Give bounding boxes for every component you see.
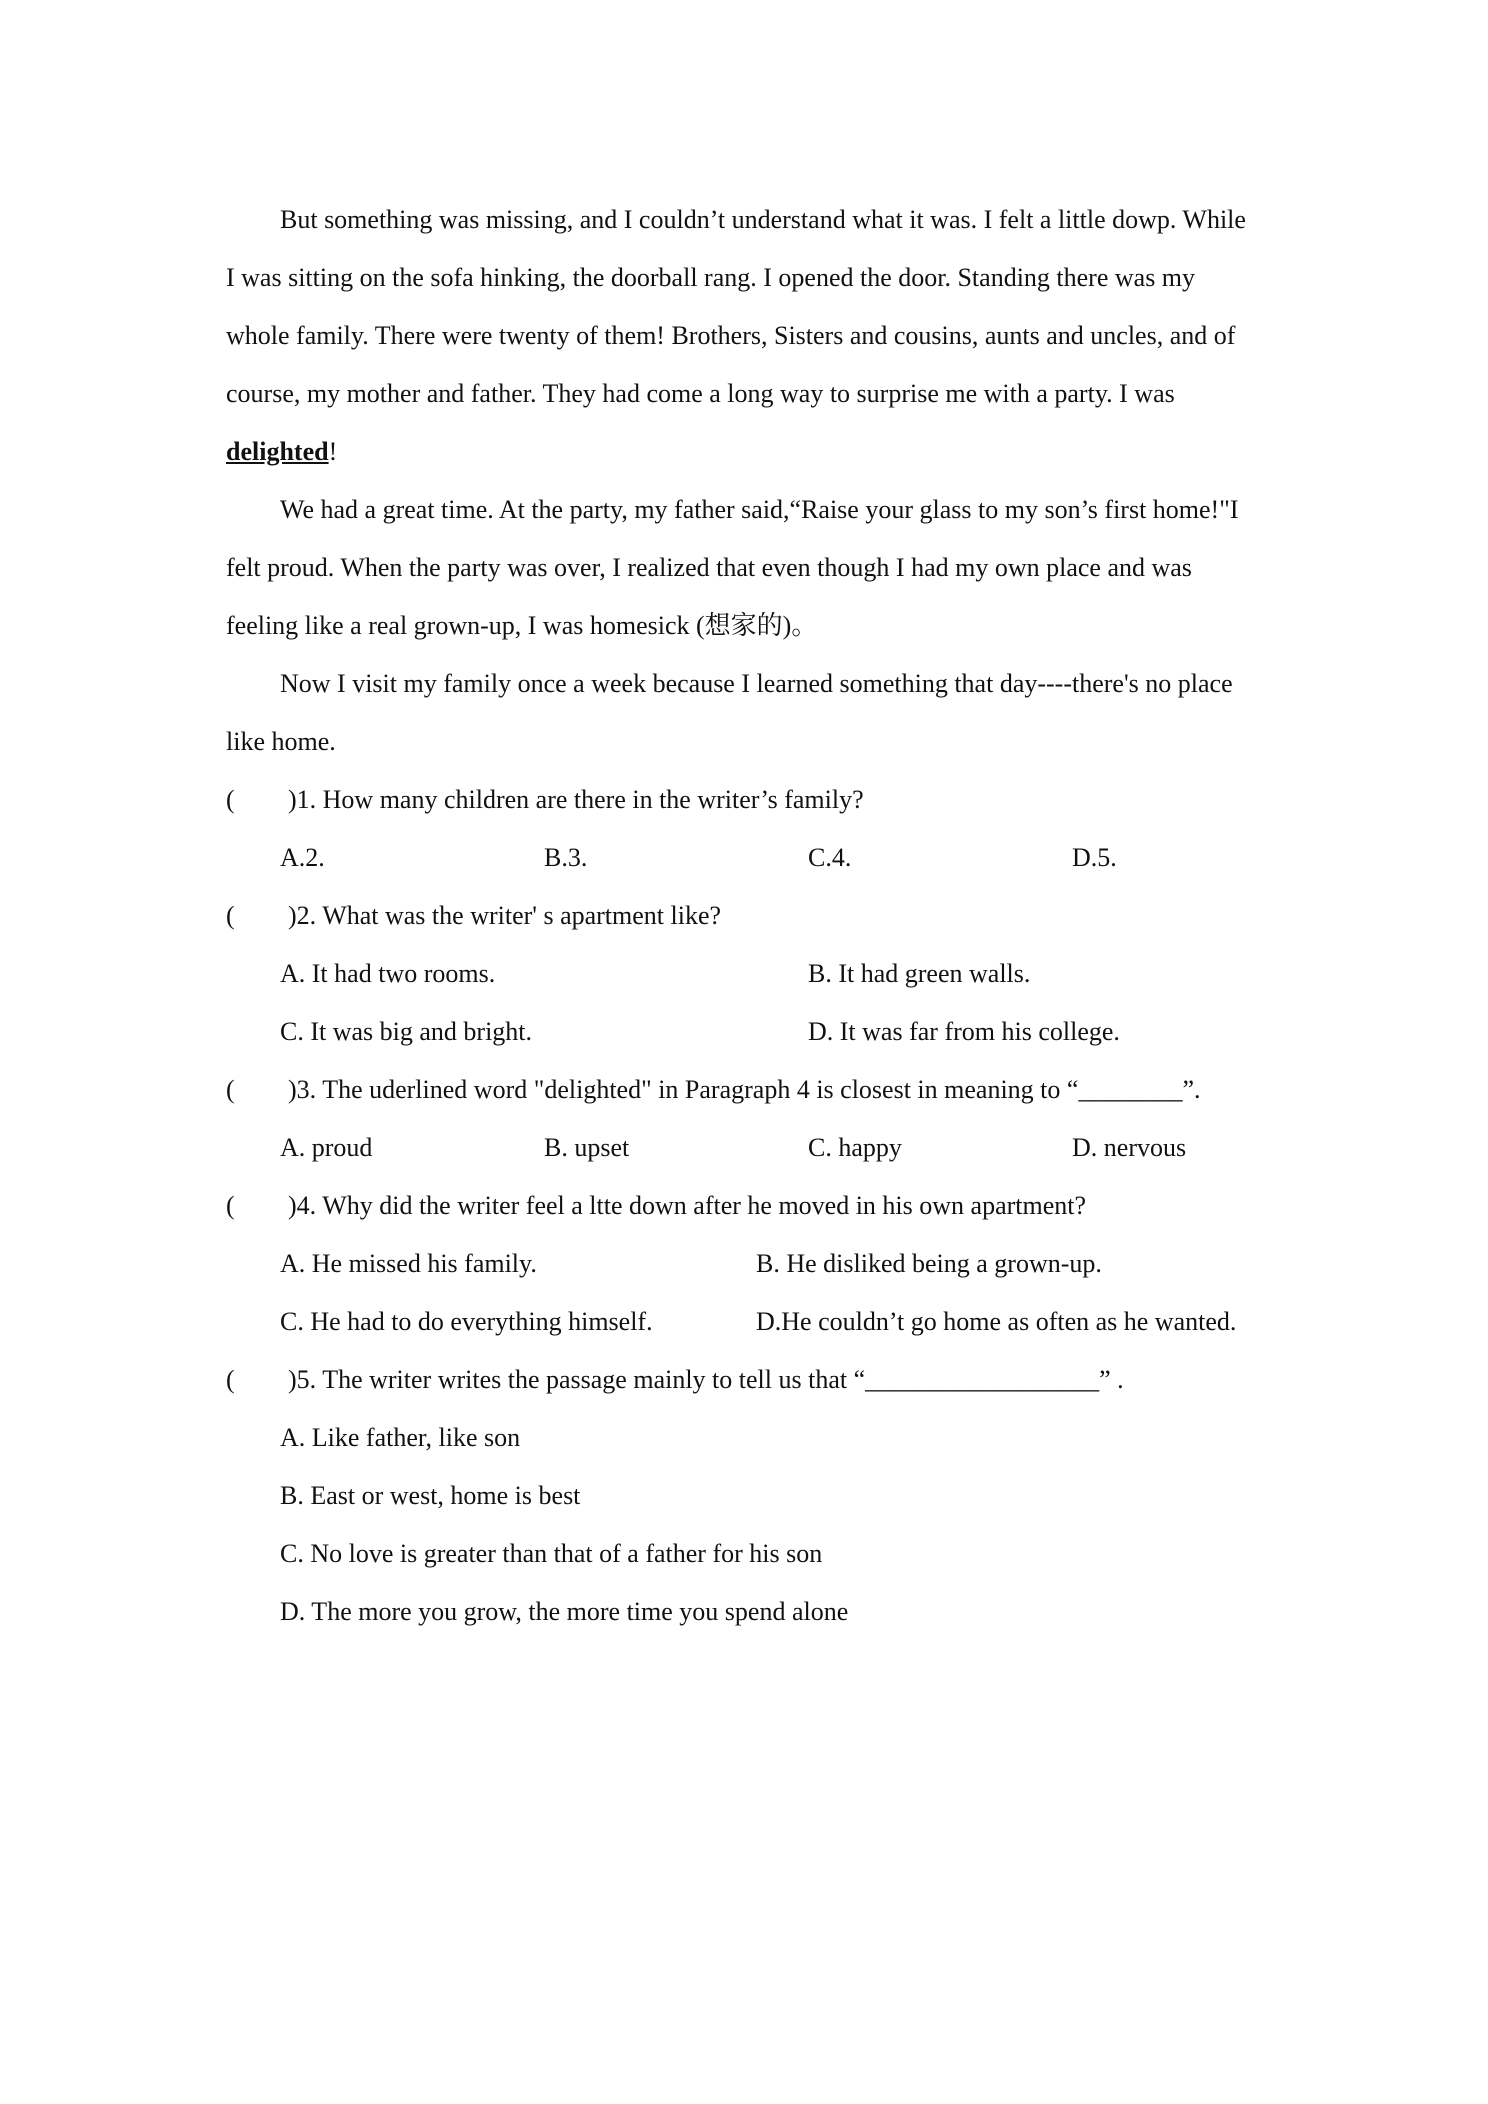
option-a: A. proud	[280, 1133, 373, 1162]
option-c: C.4.	[808, 843, 852, 872]
paragraph-line: feeling like a real grown-up, I was homesick (想家的)。	[226, 611, 818, 640]
option-a: A. It had two rooms.	[280, 959, 496, 988]
paragraph-line: I was sitting on the sofa hinking, the doorball rang. I opened the door. Standing there was my	[226, 263, 1196, 292]
option-a: A. He missed his family.	[280, 1249, 537, 1278]
question-text: )1. How many children are there in the writer’s family?	[288, 785, 864, 814]
question-3-options	[226, 1124, 1266, 1182]
question-3	[226, 1066, 1266, 1124]
paragraph-line: whole family. There were twenty of them! Brothers, Sisters and cousins, aunts and uncles, and of	[226, 321, 1236, 350]
paragraph-line: But something was missing, and I couldn’t understand what it was. I felt a little dowp. While	[280, 205, 1246, 234]
paragraph-text: !	[328, 437, 338, 466]
question-4	[226, 1182, 1266, 1240]
option-b: B.3.	[544, 843, 588, 872]
answer-blank: (	[226, 1075, 235, 1104]
question-5	[226, 1356, 1266, 1414]
question-text: )2. What was the writer' s apartment like?	[288, 901, 722, 930]
paragraph-line: We had a great time. At the party, my father said,“Raise your glass to my son’s first home!"I	[280, 495, 1239, 524]
question-1	[226, 776, 1266, 834]
option-d: D.He couldn’t go home as often as he wanted.	[756, 1307, 1237, 1336]
option-c: C. It was big and bright.	[280, 1017, 533, 1046]
option-d: D.5.	[1072, 843, 1117, 872]
underlined-word: delighted	[226, 437, 329, 466]
option-a: A.2.	[280, 843, 325, 872]
option-d: D. nervous	[1072, 1133, 1187, 1162]
option-b: B. upset	[544, 1133, 630, 1162]
paragraph-line: felt proud. When the party was over, I realized that even though I had my own place and was	[226, 553, 1192, 582]
question-4-options-row1	[226, 1240, 1266, 1298]
option-a: A. Like father, like son	[280, 1423, 521, 1452]
question-2	[226, 892, 1266, 950]
option-b: B. He disliked being a grown-up.	[756, 1249, 1102, 1278]
option-d: D. The more you grow, the more time you spend alone	[280, 1597, 849, 1626]
question-text: )3. The uderlined word "delighted" in Paragraph 4 is closest in meaning to “________”.	[288, 1075, 1201, 1104]
option-c: C. He had to do everything himself.	[280, 1307, 653, 1336]
option-d: D. It was far from his college.	[808, 1017, 1120, 1046]
question-1-options	[226, 834, 1266, 892]
answer-blank: (	[226, 901, 235, 930]
paragraph-line	[226, 428, 1266, 486]
answer-blank: (	[226, 1191, 235, 1220]
option-c: C. No love is greater than that of a father for his son	[280, 1539, 823, 1568]
paragraph-line: course, my mother and father. They had come a long way to surprise me with a party. I was	[226, 379, 1175, 408]
paragraph-line: Now I visit my family once a week because I learned something that day----there's no place	[280, 669, 1233, 698]
question-2-options-row2	[226, 1008, 1266, 1066]
question-text: )5. The writer writes the passage mainly to tell us that “__________________” .	[288, 1365, 1124, 1394]
paragraph-line: like home.	[226, 727, 336, 756]
question-text: )4. Why did the writer feel a ltte down after he moved in his own apartment?	[288, 1191, 1087, 1220]
answer-blank: (	[226, 785, 235, 814]
option-b: B. East or west, home is best	[280, 1481, 581, 1510]
document-body	[226, 196, 1266, 1646]
option-b: B. It had green walls.	[808, 959, 1031, 988]
answer-blank: (	[226, 1365, 235, 1394]
question-4-options-row2	[226, 1298, 1266, 1356]
question-2-options-row1	[226, 950, 1266, 1008]
option-c: C. happy	[808, 1133, 902, 1162]
